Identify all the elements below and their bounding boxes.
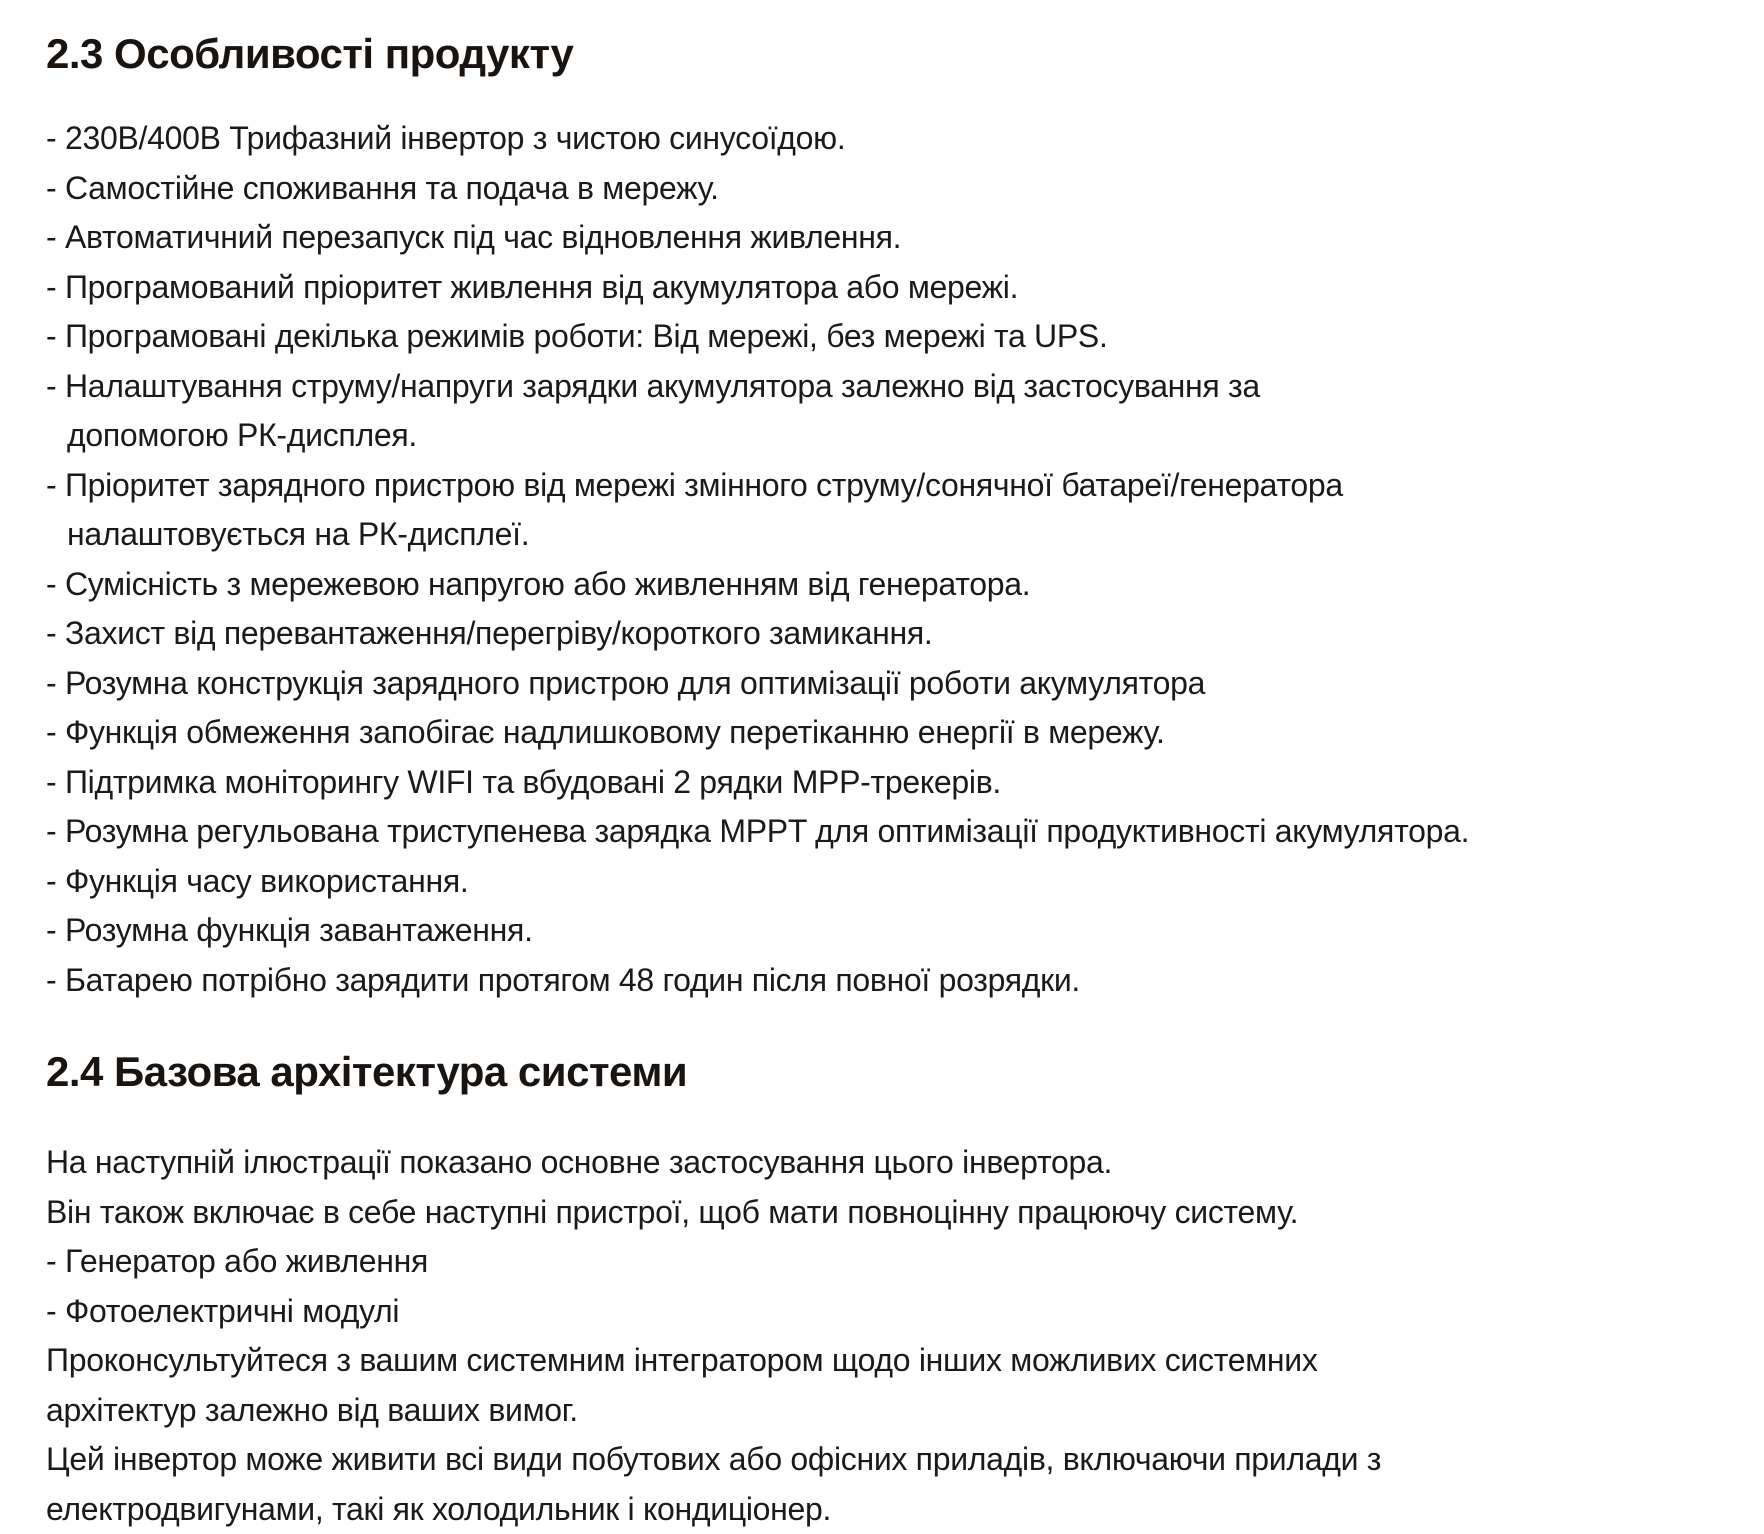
list-item: - Налаштування струму/напруги зарядки акумулятора залежно від застосування за допомогою РК-дисплея.	[46, 367, 1260, 453]
list-item: - Сумісність з мережевою напругою або живленням від генератора.	[46, 565, 1031, 602]
section-heading-system-architecture: 2.4 Базова архітектура системи	[46, 1048, 688, 1095]
list-item: - Підтримка моніторингу WIFI та вбудовані 2 рядки MPP-трекерів.	[46, 763, 1002, 800]
list-item: - Самостійне споживання та подача в мережу.	[46, 169, 719, 206]
list-item: - Автоматичний перезапуск під час відновлення живлення.	[46, 219, 902, 255]
paragraph-line: електродвигунами, такі як холодильник і кондиціонер.	[46, 1490, 832, 1527]
paragraph-line: На наступній ілюстрації показано основне застосування цього інвертора.	[46, 1144, 1113, 1180]
product-features-list	[46, 114, 1487, 1005]
list-item: - Програмовані декілька режимів роботи: Від мережі, без мережі та UPS.	[46, 318, 1108, 354]
list-item: - Розумна конструкція зарядного пристрою для оптимізації роботи акумулятора	[46, 664, 1206, 701]
paragraph-line: архітектур залежно від ваших вимог.	[46, 1391, 578, 1428]
paragraph-line: - Фотоелектричні модулі	[46, 1292, 400, 1329]
list-item: - Функція обмеження запобігає надлишковому перетіканню енергії в мережу.	[46, 714, 1165, 750]
list-item: - Програмований пріоритет живлення від акумулятора або мережі.	[46, 268, 1019, 305]
list-item: - Розумна функція завантаження.	[46, 912, 533, 948]
system-architecture-text	[46, 1138, 1381, 1534]
list-item: - Функція часу використання.	[46, 862, 469, 899]
list-item: - 230В/400В Трифазний інвертор з чистою синусоїдою.	[46, 120, 846, 156]
list-item: - Захист від перевантаження/перегріву/короткого замикання.	[46, 615, 933, 651]
paragraph-line: Він також включає в себе наступні пристрої, щоб мати повноцінну працюючу систему.	[46, 1193, 1299, 1230]
section-heading-product-features: 2.3 Особливості продукту	[46, 30, 574, 77]
paragraph-line: Проконсультуйтеся з вашим системним інтегратором щодо інших можливих системних	[46, 1342, 1318, 1378]
paragraph-line: Цей інвертор може живити всі види побутових або офісних приладів, включаючи прилади з	[46, 1441, 1382, 1477]
paragraph-line: - Генератор або живлення	[46, 1243, 428, 1279]
list-item: - Батарею потрібно зарядити протягом 48 годин після повної розрядки.	[46, 961, 1081, 998]
list-item: - Розумна регульована триступенева зарядка MPPT для оптимізації продуктивності акумулятора.	[46, 813, 1470, 849]
list-item: - Пріоритет зарядного пристрою від мережі змінного струму/сонячної батареї/генератора налаштовується на РК-дисплеї.	[46, 466, 1343, 552]
